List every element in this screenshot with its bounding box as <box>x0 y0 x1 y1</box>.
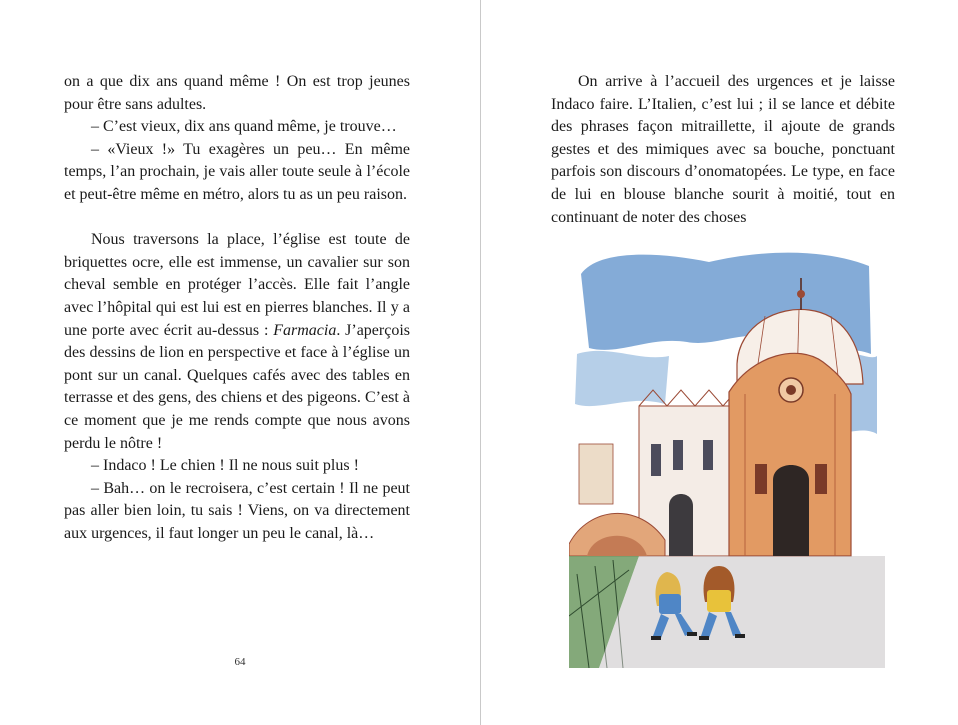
right-page <box>481 0 958 725</box>
dialogue-line: – Indaco ! Le chien ! Il ne nous suit plus ! <box>91 457 359 475</box>
italic-word: Farmacia <box>273 321 337 339</box>
church-door <box>773 465 809 556</box>
sky-wash-light <box>575 351 669 406</box>
square-pavement <box>599 556 885 668</box>
church-square-illustration <box>569 244 885 668</box>
paragraph: On arrive à l’accueil des urgences et je laisse Indaco faire. L’Italien, c’est lui ; il se lance et débite des phrases façon mitraillette, il ajoute de grands gestes et des mimiques avec sa bouche, ponctuant parfois son discours d’onomatopées. Le type, en face de lui en blouse blanche sourit à moitié, tout en continuant de noter des choses <box>551 73 895 226</box>
page-number: 64 <box>234 656 246 668</box>
distant-building <box>579 444 613 504</box>
dialogue-line: – C’est vieux, dix ans quand même, je trouve… <box>91 118 397 136</box>
paragraph-text: Nous traversons la place, l’église est toute de briquettes ocre, elle est immense, un cavalier sur son cheval semble en protéger l’accès. Elle fait l’angle avec l’hôpital qui est lui est en pierres blanches. Il y a une porte avec écrit au-dessus : <box>64 231 410 339</box>
left-page-text <box>64 71 410 545</box>
watercolor-illustration <box>569 244 885 668</box>
right-page-text <box>551 71 895 229</box>
dialogue-line: – «Vieux !» Tu exagères un peu… En même temps, l’an prochain, je vais aller toute seule à l’école et peut-être même en métro, alors tu as un peu raison. <box>64 140 410 203</box>
paragraph <box>64 229 410 455</box>
paragraph: on a que dix ans quand même ! On est trop jeunes pour être sans adultes. <box>64 73 410 113</box>
dialogue-line: – Bah… on le recroisera, c’est certain ! Il ne peut pas aller bien loin, tu sais ! Viens, on va directement aux urgences, il faut longer un peu le canal, là… <box>64 479 410 542</box>
paragraph-text: . J’aperçois des dessins de lion en perspective et face à l’église un pont sur un canal. Quelques cafés avec des tables en terrasse et des gens, des chiens et des pigeons. C’est à ce moment que je me rends compte que nous avons perdu le nôtre ! <box>64 321 411 452</box>
